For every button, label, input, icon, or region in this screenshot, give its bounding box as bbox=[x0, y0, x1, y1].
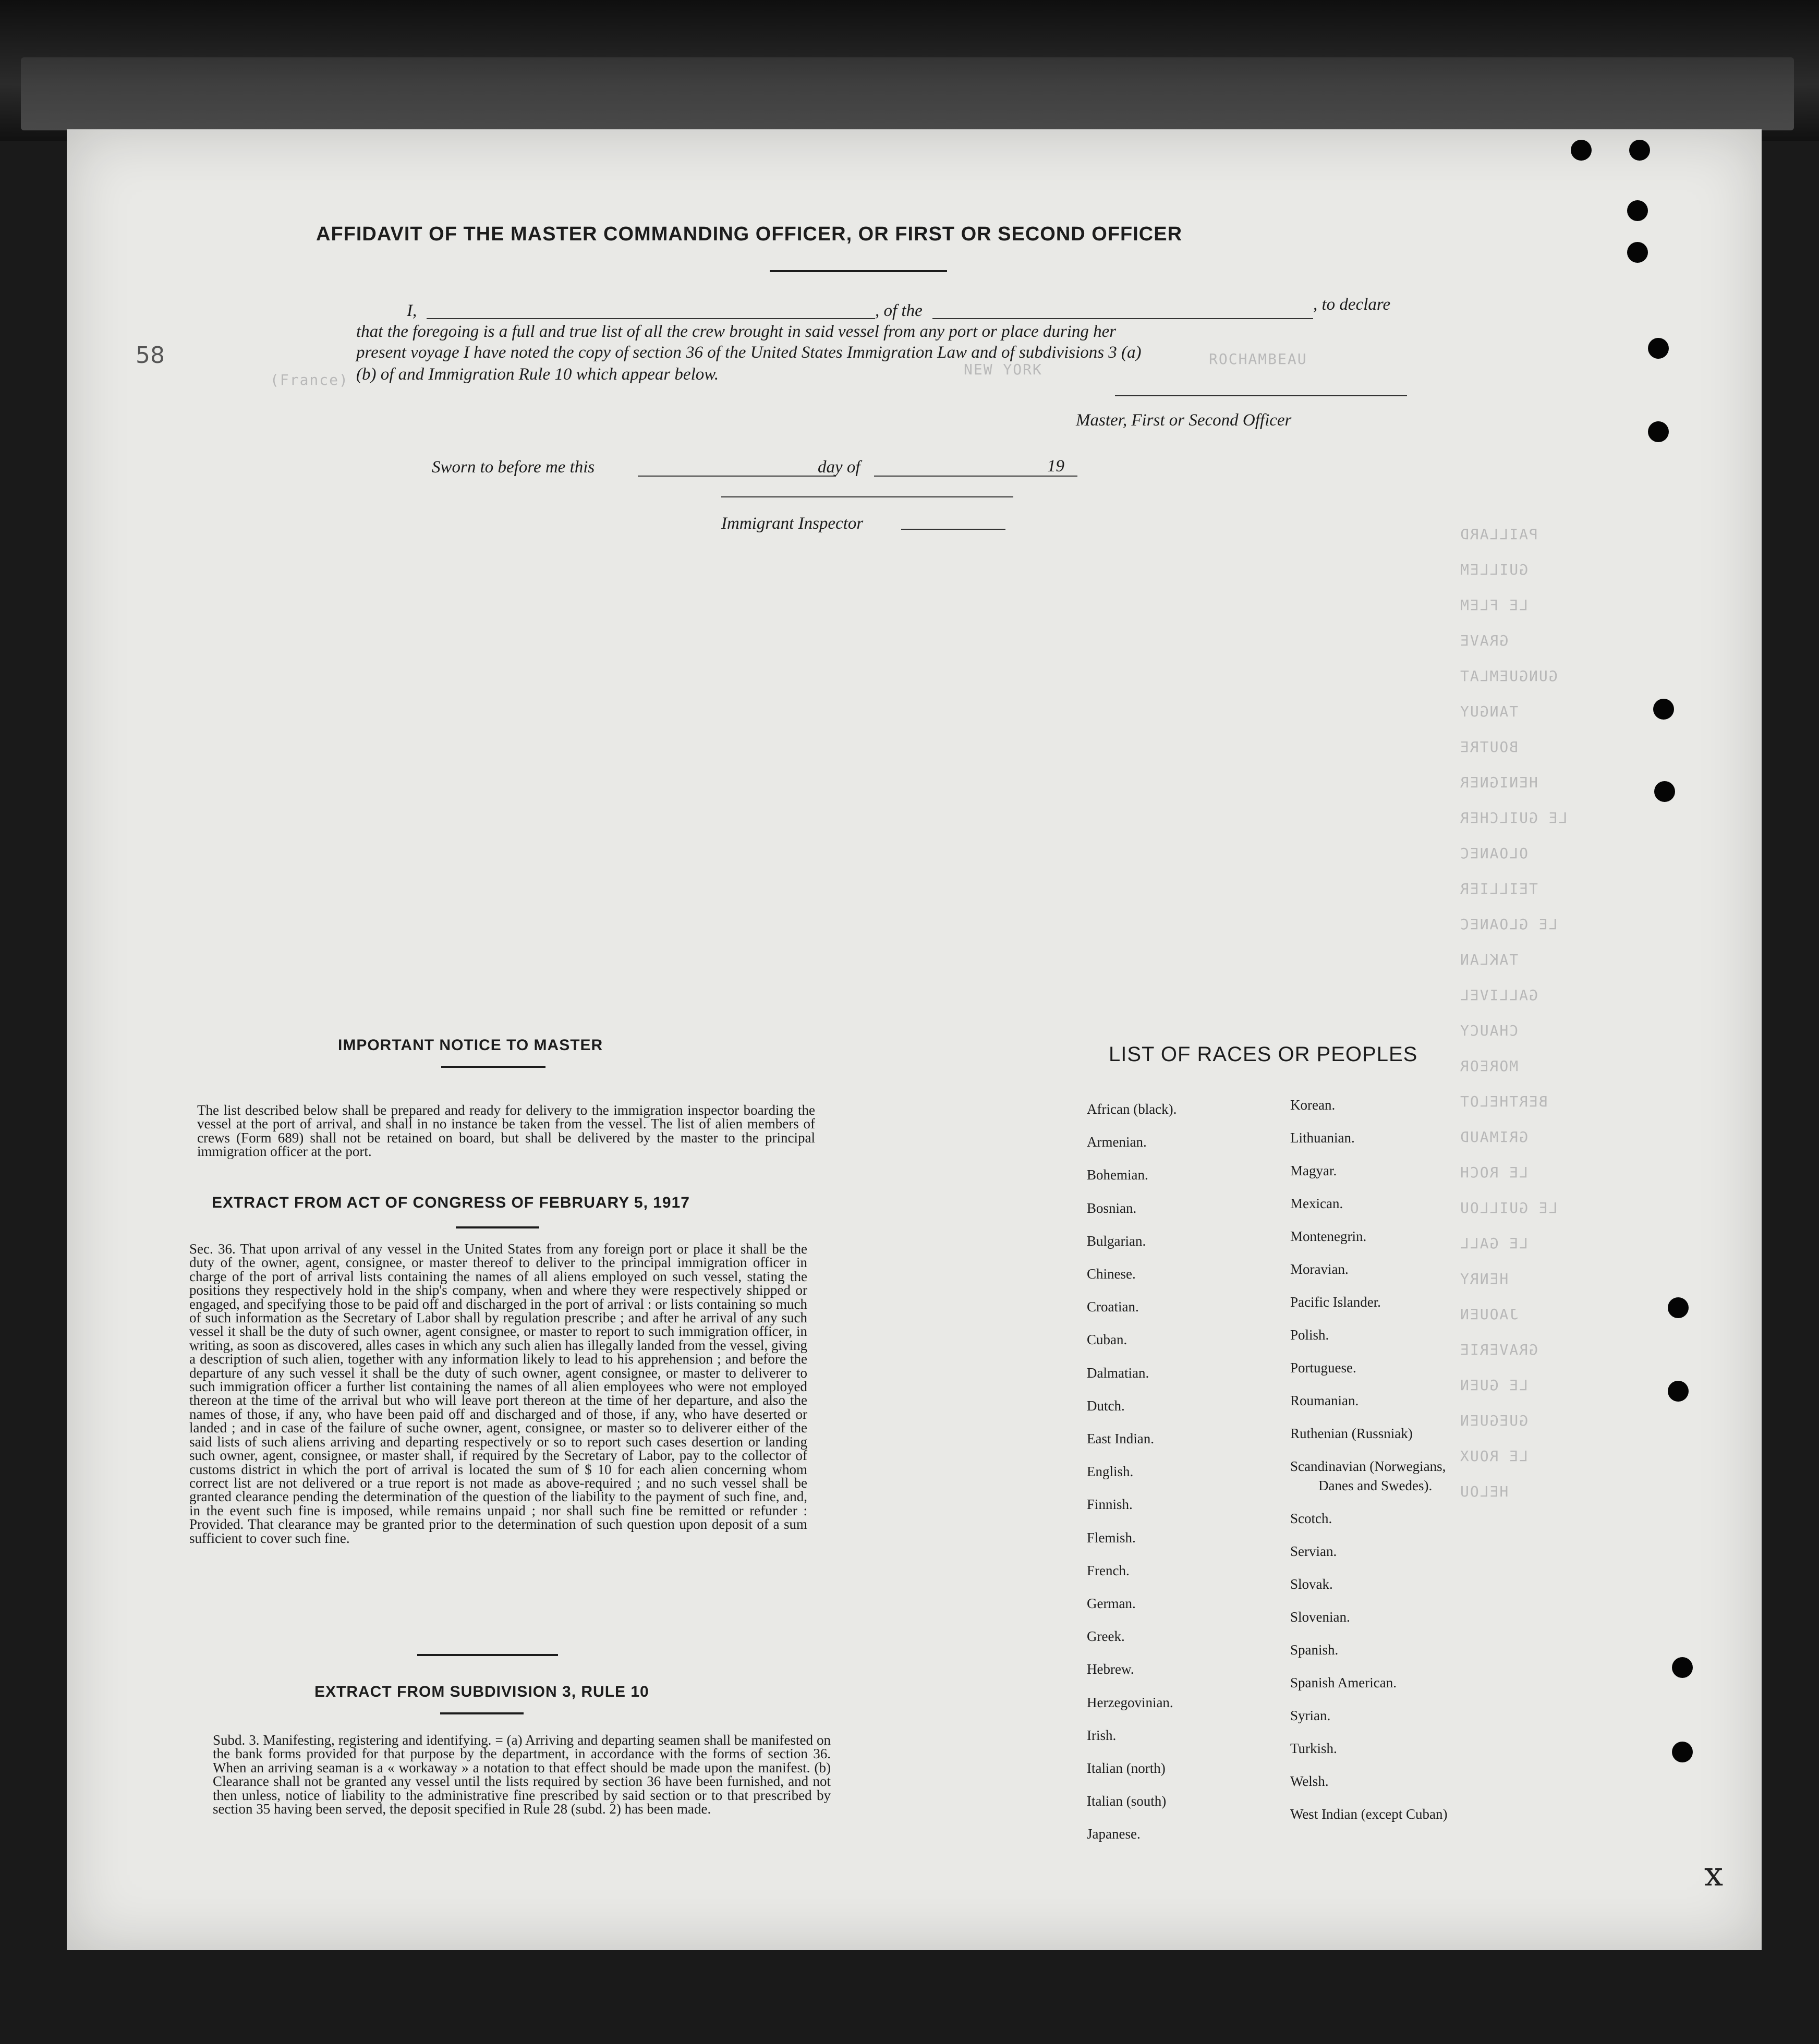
punch-hole-icon bbox=[1629, 140, 1650, 161]
race-item: Hebrew. bbox=[1087, 1661, 1134, 1677]
punch-hole-icon bbox=[1627, 242, 1648, 263]
extract-rule-title: EXTRACT FROM SUBDIVISION 3, RULE 10 bbox=[314, 1683, 649, 1700]
race-item: Flemish. bbox=[1087, 1529, 1136, 1546]
bleed-surname: LE FLEM bbox=[1459, 597, 1529, 614]
inspector-line bbox=[901, 529, 1005, 530]
bleed-surname: JAOUEN bbox=[1459, 1306, 1519, 1323]
bleed-surname: LE GALL bbox=[1459, 1235, 1529, 1252]
race-item: Slovenian. bbox=[1290, 1609, 1350, 1625]
punch-hole-icon bbox=[1653, 699, 1674, 720]
race-item: Irish. bbox=[1087, 1727, 1117, 1743]
race-item: Spanish. bbox=[1290, 1642, 1339, 1658]
bleed-surname: GUEGUEN bbox=[1459, 1412, 1529, 1429]
affidavit-of-the-label: , of the bbox=[875, 301, 923, 320]
sworn-day-line bbox=[638, 476, 836, 477]
affidavit-title: AFFIDAVIT OF THE MASTER COMMANDING OFFICER, OR FIRST OR SECOND OFFICER bbox=[316, 223, 1183, 245]
bleed-surname: GALLIVEL bbox=[1459, 987, 1538, 1004]
signature-line bbox=[1115, 395, 1407, 396]
race-item: English. bbox=[1087, 1464, 1134, 1480]
bleed-surname: TANGUY bbox=[1459, 703, 1519, 720]
bleed-surname: GUNGUEMLAT bbox=[1459, 667, 1558, 685]
race-item: Herzegovinian. bbox=[1087, 1694, 1173, 1710]
day-of-label: day of bbox=[818, 458, 860, 477]
race-item: Finnish. bbox=[1087, 1496, 1133, 1513]
race-item: Portuguese. bbox=[1290, 1360, 1356, 1376]
affidavit-line-2: that the foregoing is a full and true list of all the crew brought in said vessel from any port or place during her bbox=[356, 322, 1117, 341]
notice-text: The list described below shall be prepared and ready for delivery to the immigration inspector boarding the vessel at the port of arrival, and shall in no instance be taken from the vessel. The list of alien members of crews (Form 689) shall not be retained on board, but shall be delivered by the master to the principal immigration officer at the port. bbox=[197, 1102, 815, 1160]
bleed-surname: TEILLIER bbox=[1459, 880, 1538, 897]
bleed-surname: HENIGNER bbox=[1459, 774, 1538, 791]
bleed-surname: OLOANEC bbox=[1459, 845, 1529, 862]
race-item: Armenian. bbox=[1087, 1134, 1147, 1150]
race-item: East Indian. bbox=[1087, 1431, 1154, 1446]
inspector-label: Immigrant Inspector bbox=[721, 514, 864, 533]
race-item: Turkish. bbox=[1290, 1741, 1337, 1756]
bleed-surname: LE GUILCHER bbox=[1459, 809, 1568, 826]
bleed-surname: BERTHELOT bbox=[1459, 1093, 1548, 1110]
year-line bbox=[721, 496, 1013, 497]
sworn-label: Sworn to before me this bbox=[432, 458, 595, 477]
page-number: 58 bbox=[136, 342, 165, 369]
bleed-surname: GRIMAUD bbox=[1459, 1128, 1529, 1146]
bleed-surname: LE ROCH bbox=[1459, 1164, 1529, 1181]
punch-hole-icon bbox=[1571, 140, 1592, 161]
corner-mark: x bbox=[1704, 1855, 1724, 1894]
bleed-surname: GRAVERIE bbox=[1459, 1341, 1538, 1358]
race-item: Bohemian. bbox=[1087, 1167, 1148, 1183]
affidavit-to-declare: , to declare bbox=[1313, 295, 1391, 314]
document-page bbox=[67, 129, 1762, 1950]
bleed-header-left: (France) bbox=[270, 371, 349, 388]
race-item: Servian. bbox=[1290, 1543, 1337, 1559]
race-item: Mexican. bbox=[1290, 1196, 1343, 1211]
extract-rule-rule bbox=[440, 1712, 524, 1714]
bleed-surname: BOUTRE bbox=[1459, 738, 1519, 756]
vessel-field-line bbox=[932, 318, 1313, 319]
race-item: Pacific Islander. bbox=[1290, 1294, 1381, 1310]
film-edge-strip bbox=[21, 57, 1794, 130]
race-item: Croatian. bbox=[1087, 1299, 1139, 1315]
extract-act-title: EXTRACT FROM ACT OF CONGRESS OF FEBRUARY 5, 1917 bbox=[212, 1194, 690, 1211]
bleed-surname: CHAUCY bbox=[1459, 1022, 1519, 1039]
affidavit-line-4: (b) of and Immigration Rule 10 which appear below. bbox=[356, 365, 719, 384]
bleed-surname: PAILLARD bbox=[1459, 526, 1538, 543]
punch-hole-icon bbox=[1648, 338, 1669, 359]
bleed-surname: HELOU bbox=[1459, 1483, 1509, 1500]
race-item: Roumanian. bbox=[1290, 1393, 1359, 1408]
punch-hole-icon bbox=[1648, 421, 1669, 442]
affidavit-i-label: I, bbox=[407, 301, 417, 320]
race-item: Scotch. bbox=[1290, 1511, 1332, 1526]
race-item: Dalmatian. bbox=[1087, 1365, 1149, 1381]
race-item: Japanese. bbox=[1087, 1826, 1141, 1842]
race-item: Bosnian. bbox=[1087, 1200, 1137, 1216]
race-item: Montenegrin. bbox=[1290, 1228, 1367, 1244]
race-item: Italian (north) bbox=[1087, 1760, 1166, 1776]
bleed-surname: LE GUEN bbox=[1459, 1377, 1529, 1394]
bleed-surname: GRAVE bbox=[1459, 632, 1509, 649]
race-item: African (black). bbox=[1087, 1101, 1177, 1117]
punch-hole-icon bbox=[1654, 781, 1675, 802]
race-item: German. bbox=[1087, 1596, 1136, 1611]
race-item: Magyar. bbox=[1290, 1163, 1337, 1178]
bleed-surname: LE GLOANEC bbox=[1459, 916, 1558, 933]
signature-label: Master, First or Second Officer bbox=[1076, 411, 1292, 430]
race-item: Dutch. bbox=[1087, 1397, 1125, 1414]
bleed-surname: HENRY bbox=[1459, 1270, 1509, 1287]
race-item: Korean. bbox=[1290, 1097, 1336, 1113]
punch-hole-icon bbox=[1668, 1297, 1689, 1318]
extract-rule-text: Subd. 3. Manifesting, registering and identifying. = (a) Arriving and departing seamen shall be manifested on the bank forms provided for that purpose by the department, in accordance with the forms of section 36. When an arriving seaman is a « workaway » a notation to that effect should be made upon the manifest. (b) Clearance shall not be granted any vessel until the lists required by section 36 have been furnished, and not then unless, notice of liability to the administrative fine prescribed by said section or to that prescribed by section 35 having been served, the deposit specified in Rule 28 (subd. 2) has been made. bbox=[213, 1732, 831, 1817]
race-item: Ruthenian (Russniak) bbox=[1290, 1426, 1413, 1441]
race-item: Polish. bbox=[1290, 1327, 1329, 1343]
race-item: Chinese. bbox=[1087, 1266, 1136, 1282]
film-top-border bbox=[0, 0, 1819, 141]
punch-hole-icon bbox=[1672, 1742, 1693, 1762]
bleed-surname: LE GUILLOU bbox=[1459, 1199, 1558, 1216]
extract-act-rule bbox=[456, 1226, 539, 1228]
race-item: Bulgarian. bbox=[1087, 1233, 1146, 1249]
punch-hole-icon bbox=[1668, 1381, 1689, 1402]
race-item: Syrian. bbox=[1290, 1708, 1331, 1723]
race-item: Welsh. bbox=[1290, 1773, 1329, 1789]
punch-hole-icon bbox=[1627, 200, 1648, 221]
race-item: Lithuanian. bbox=[1290, 1130, 1355, 1146]
races-title: LIST OF RACES OR PEOPLES bbox=[1109, 1043, 1418, 1066]
extract-rule-top-rule bbox=[417, 1654, 558, 1656]
affidavit-title-rule bbox=[770, 270, 947, 272]
race-item: Italian (south) bbox=[1087, 1793, 1167, 1809]
bleed-surname: TAKLAN bbox=[1459, 951, 1519, 968]
affidavit-line-3: present voyage I have noted the copy of section 36 of the United States Immigration Law and of subdivisions 3 (a) bbox=[356, 343, 1142, 362]
punch-hole-icon bbox=[1672, 1657, 1693, 1678]
race-item: Greek. bbox=[1087, 1628, 1125, 1645]
notice-title-rule bbox=[441, 1066, 545, 1068]
year-label: 19 bbox=[1047, 457, 1064, 476]
bleed-header-right: NEW YORK bbox=[964, 361, 1042, 378]
race-item: Spanish American. bbox=[1290, 1675, 1397, 1690]
bleed-surname: GUILLEM bbox=[1459, 561, 1529, 578]
bleed-surname: LE ROUX bbox=[1459, 1447, 1529, 1465]
name-field-line bbox=[427, 318, 875, 319]
race-item: Danes and Swedes). bbox=[1318, 1478, 1433, 1493]
bleed-header-mid: ROCHAMBEAU bbox=[1209, 350, 1307, 368]
extract-act-text: Sec. 36. That upon arrival of any vessel in the United States from any foreign port or place it shall be the duty of the owner, agent, consignee, or master thereof to deliver to the principal immigration officer in charge of the port of arrival lists containing the names of all aliens employed on such vessel, stating the positions they respectively hold in the ship's company, when and where they were respectively shipped or engaged, and specifying those to be paid off and discharged in the port of arrival : or lists containing so much of such information as the Secretary of Labor shall by regulation prescribe ; and after he arrival of any such vessel it shall be the duty of such owner, agent consignee, or master to report to such immigration officer, in writing, as soon as discovered, alles cases in which any such alien has illegally landed from the vessel, giving a description of such alien, together with any information likely to lead to his apprehension ; and before the departure of any such vessel it shall be the duty of such owner, agent consignee, or master to deliverer to such immigration officer a further list containing the names of all alien employees who were not employed thereon at the time of the arrival but who will leave port thereon at the time of her departure, and also the names of those, if any, who have been paid off and discharged and of those, if any, who have deserted or landed ; and in case of the failure of suche owner, agent, consignee, or master so to deliverer either of the said lists of such aliens arriving and departing respectively or so to report such cases desertion or landing such owner, agent, consignee, or master shall, if required by the Secretary of Labor, pay to the collector of customs district in which the port of arrival is located the sum of $ 10 for each alien concerning whom correct list are not delivered or a true report is not made as above-required ; and no such vessel shall be granted clearance pending the determination of the question of the liability to the payment of such fine, and, in the event such fine is imposed, while remains unpaid ; nor shall such fine be remitted or refunder : Provided. That clearance may be granted prior to the determination of such question upon deposit of a sum sufficient to cover such fine. bbox=[189, 1241, 807, 1546]
race-item: Scandinavian (Norwegians, bbox=[1290, 1458, 1446, 1474]
bleed-surname: MOREOR bbox=[1459, 1057, 1519, 1075]
notice-title: IMPORTANT NOTICE TO MASTER bbox=[338, 1037, 603, 1054]
race-item: Cuban. bbox=[1087, 1332, 1127, 1348]
race-item: West Indian (except Cuban) bbox=[1290, 1806, 1448, 1822]
race-item: Moravian. bbox=[1290, 1261, 1349, 1277]
race-item: French. bbox=[1087, 1562, 1130, 1578]
race-item: Slovak. bbox=[1290, 1576, 1333, 1592]
